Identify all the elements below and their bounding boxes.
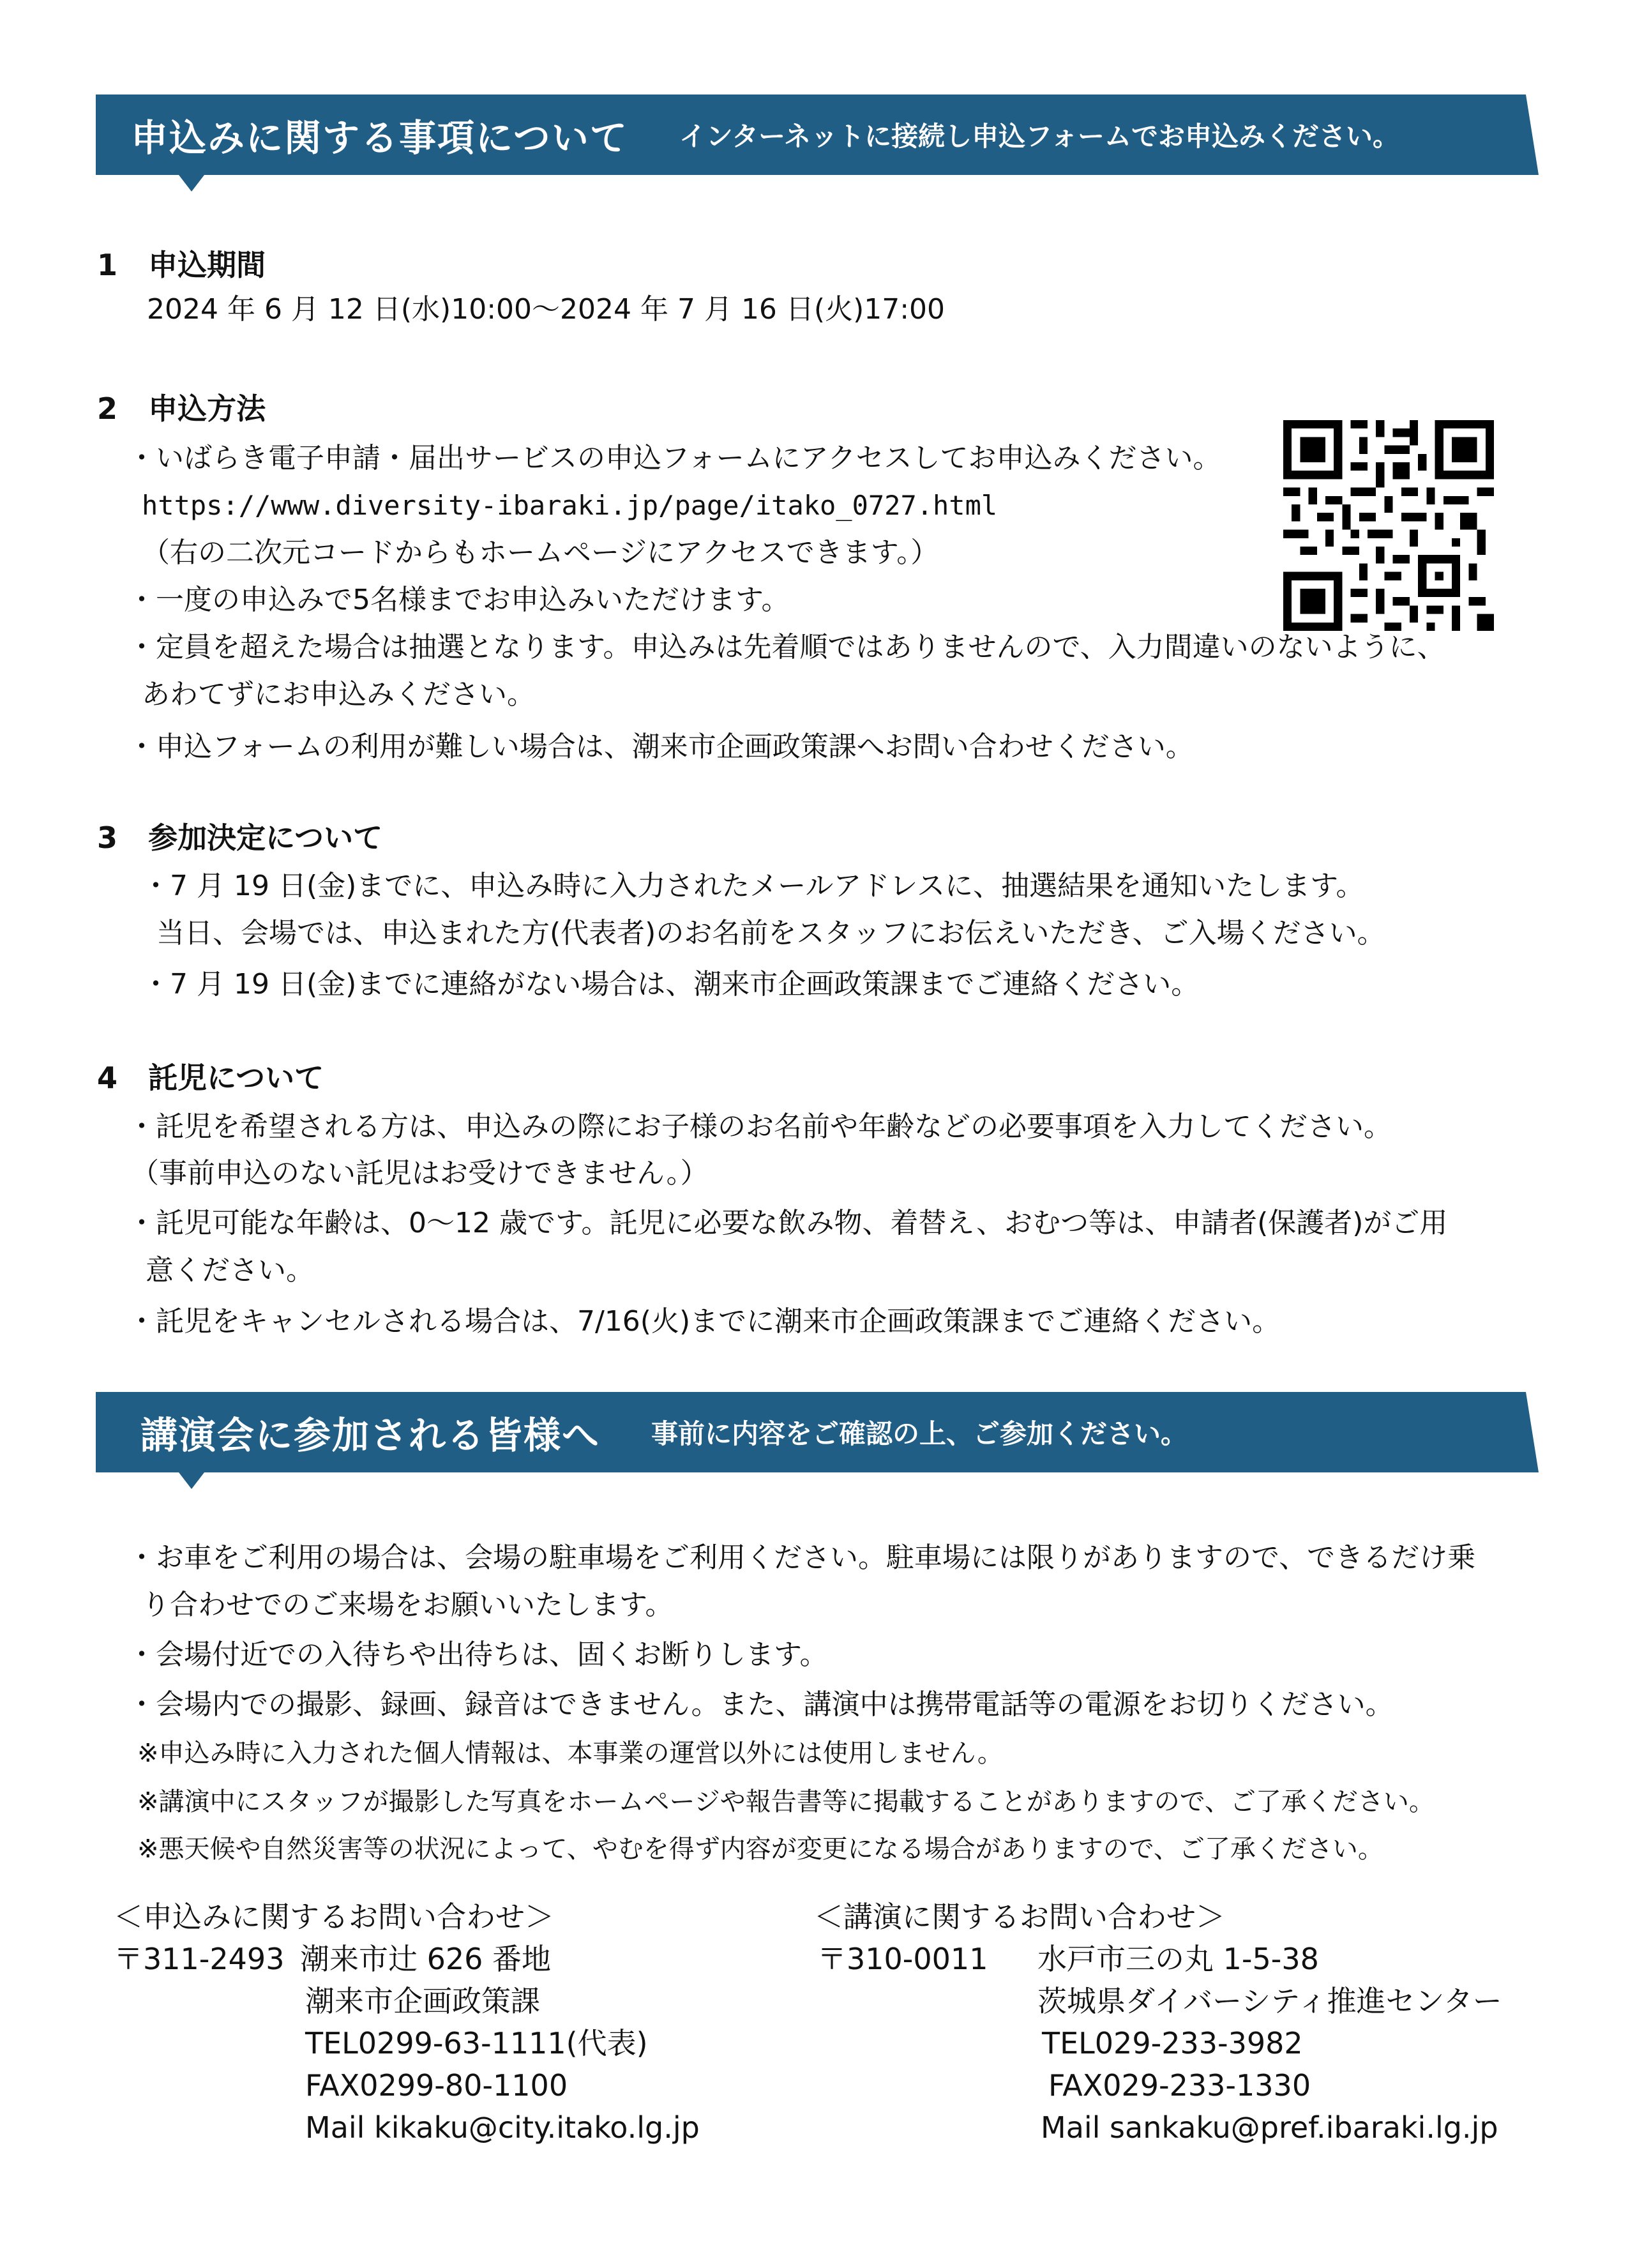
item3-bullet-1a: ・7 月 19 日(金)までに、申込み時に入力されたメールアドレスに、抽選結果を通知いたします。 (142, 870, 1364, 902)
contact-right-heading: ＜講演に関するお問い合わせ＞ (814, 1900, 1225, 1934)
contact-right-address: 水戸市三の丸 1-5-38 (1037, 1942, 1319, 1976)
item3-title: 参加決定について (148, 820, 383, 855)
item3-bullet-1b: 当日、会場では、申込まれた方(代表者)のお名前をスタッフにお伝えいただき、ご入場ください。 (156, 917, 1385, 949)
contact-left-heading: ＜申込みに関するお問い合わせ＞ (114, 1900, 554, 1934)
contact-left-dept: 潮来市企画政策課 (305, 1984, 540, 2018)
item2-title: 申込方法 (148, 391, 266, 426)
item4-title: 託児について (148, 1061, 324, 1095)
item2-bullet-4: ・申込フォームの利用が難しい場合は、潮来市企画政策課へお問い合わせください。 (128, 730, 1194, 763)
item4-number: 4 (97, 1061, 118, 1095)
item2-number: 2 (97, 391, 118, 426)
contact-right-fax: FAX029-233-1330 (1048, 2068, 1311, 2103)
contact-left-postal: 〒311-2493 (114, 1942, 285, 1976)
item3-heading (97, 819, 382, 857)
section-title: 講演会に参加される皆様へ (140, 1414, 601, 1457)
contact-right-org: 茨城県ダイバーシティ推進センター (1037, 1984, 1502, 2018)
item4-bullet-2a: ・託児可能な年齢は、0～12 歳です。託児に必要な飲み物、着替え、おむつ等は、申請者(保護者)がご用 (128, 1207, 1448, 1239)
contact-right-tel: TEL029-233-3982 (1042, 2026, 1303, 2060)
item1-title: 申込期間 (148, 248, 266, 282)
application-period: 2024 年 6 月 12 日(水)10:00～2024 年 7 月 16 日(火)17:00 (147, 293, 946, 326)
contact-right-postal: 〒310-0011 (817, 1942, 988, 1976)
banner-text-group (140, 1392, 1187, 1472)
item2-heading (97, 389, 266, 428)
qr-note: （右の二次元コードからもホームページにアクセスできます。） (142, 536, 939, 569)
item4-bullet-2b: 意ください。 (146, 1254, 314, 1287)
section-title: 申込みに関する事項について (131, 116, 628, 160)
item2-bullet-3b: あわてずにお申込みください。 (142, 678, 535, 711)
item4-bullet-1b: （事前申込のない託児はお受けできません。） (131, 1157, 709, 1190)
banner-text-group (131, 94, 1399, 175)
qr-code-icon[interactable] (1283, 420, 1494, 631)
item2-bullet-2: ・一度の申込みで5名様までお申込みいただけます。 (128, 584, 790, 616)
item4-bullet-3: ・託児をキャンセルされる場合は、7/16(火)までに潮来市企画政策課までご連絡ください。 (128, 1305, 1281, 1338)
contact-left-mail[interactable]: Mail kikaku@city.itako.lg.jp (305, 2110, 700, 2145)
section2-bullet-1b: り合わせでのご来場をお願いいたします。 (142, 1589, 674, 1621)
item1-number: 1 (97, 248, 118, 282)
section-subtitle: 事前に内容をご確認の上、ご参加ください。 (651, 1418, 1188, 1449)
item2-bullet-1: ・いばらき電子申請・届出サービスの申込フォームにアクセスしてお申込みください。 (128, 442, 1221, 474)
note-weather: ※悪天候や自然災害等の状況によって、やむを得ず内容が変更になる場合がありますので、ご了承ください。 (137, 1834, 1383, 1864)
application-url-link[interactable]: https://www.diversity-ibaraki.jp/page/itako_0727.html (142, 490, 998, 521)
item1-heading (97, 246, 266, 284)
item3-bullet-2: ・7 月 19 日(金)までに連絡がない場合は、潮来市企画政策課までご連絡ください。 (142, 968, 1200, 1001)
section2-bullet-1a: ・お車をご利用の場合は、会場の駐車場をご利用ください。駐車場には限りがありますので、できるだけ乗 (128, 1541, 1476, 1574)
contact-left-fax: FAX0299-80-1100 (305, 2068, 568, 2103)
section-banner-application (96, 94, 1539, 175)
note-privacy: ※申込み時に入力された個人情報は、本事業の運営以外には使用しません。 (137, 1739, 1003, 1768)
contact-right-mail[interactable]: Mail sankaku@pref.ibaraki.lg.jp (1041, 2110, 1498, 2145)
contact-left-tel: TEL0299-63-1111(代表) (305, 2026, 648, 2060)
item2-bullet-3a: ・定員を超えた場合は抽選となります。申込みは先着順ではありませんので、入力間違いのないように、 (128, 631, 1445, 663)
section-banner-participants (96, 1392, 1539, 1472)
section-subtitle: インターネットに接続し申込フォームでお申込みください。 (679, 121, 1399, 152)
section2-bullet-3: ・会場内での撮影、録画、録音はできません。また、講演中は携帯電話等の電源をお切りください。 (128, 1688, 1394, 1721)
section2-bullet-2: ・会場付近での入待ちや出待ちは、固くお断りします。 (128, 1638, 828, 1671)
item4-bullet-1a: ・託児を希望される方は、申込みの際にお子様のお名前や年齢などの必要事項を入力してください。 (128, 1110, 1392, 1143)
contact-left-address: 潮来市辻 626 番地 (300, 1942, 552, 1976)
item4-heading (97, 1059, 324, 1097)
item3-number: 3 (97, 820, 118, 855)
note-photo: ※講演中にスタッフが撮影した写真をホームページや報告書等に掲載することがありますので、ご了承ください。 (137, 1787, 1435, 1817)
